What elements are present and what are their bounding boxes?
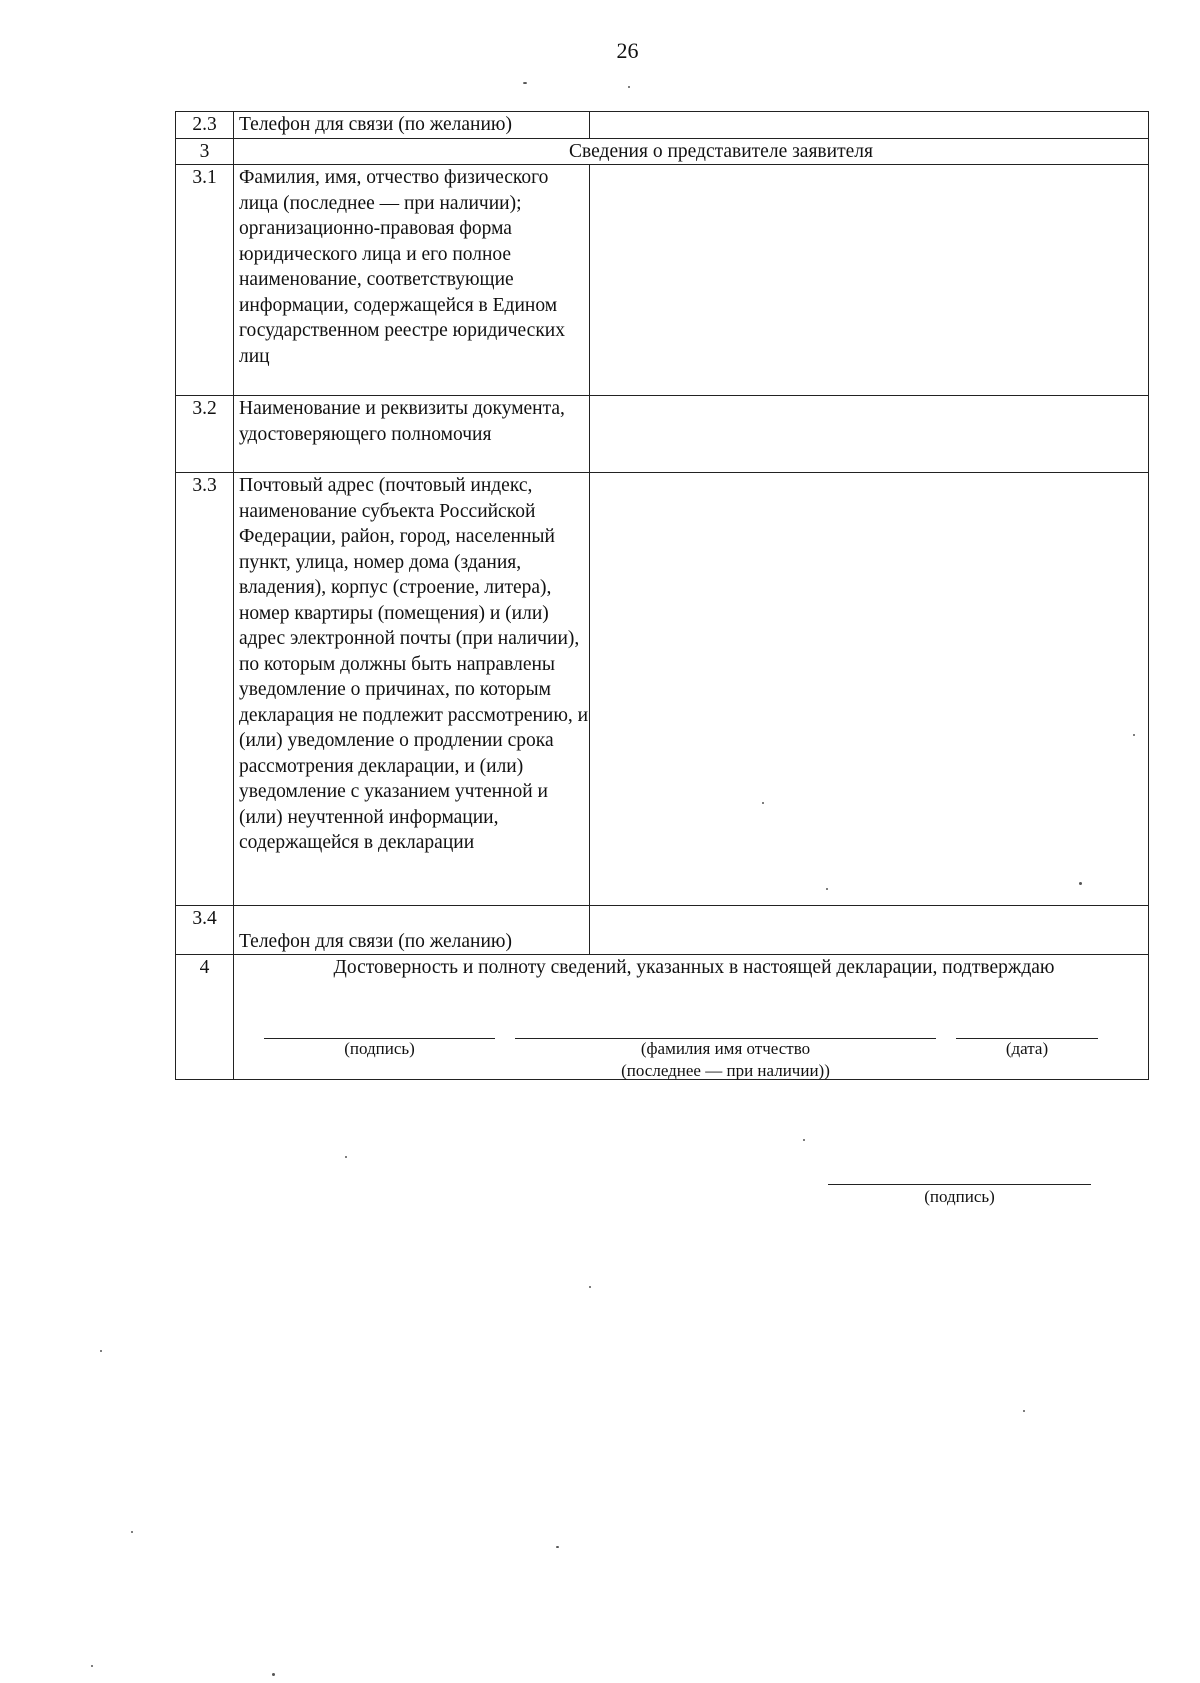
table-row-3-4	[176, 906, 1149, 955]
row-number: 4	[176, 955, 234, 1080]
representative-phone-label: Телефон для связи (по желанию)	[234, 906, 590, 955]
phone-label: Телефон для связи (по желанию)	[234, 112, 590, 139]
fio-caption-line-1: (фамилия имя отчество	[640, 1038, 811, 1058]
row-number: 3.1	[176, 165, 234, 396]
signature-block	[240, 981, 1148, 1080]
scan-speck	[131, 1531, 133, 1533]
postal-address-label: Почтовый адрес (почтовый индекс, наименование субъекта Российской Федерации, район, город, населенный пункт, улица, номер дома (здания, владения), корпус (строение, литера), номер квартиры (помещения) и (или) адрес электронной почты (при наличии), по которым должны быть направлены уведомление о причинах, по которым декларация не подлежит рассмотрению, и (или) уведомление о продлении срока рассмотрения декларации, и (или) уведомление с указанием учтенной и (или) неучтенной информации, содержащейся в декларации	[234, 473, 590, 906]
scan-speck	[589, 1286, 591, 1288]
bottom-signature-line[interactable]	[828, 1184, 1091, 1185]
section-number: 3	[176, 138, 234, 165]
confirmation-cell	[234, 955, 1149, 1080]
representative-name-field[interactable]	[590, 165, 1149, 396]
row-number: 3.2	[176, 396, 234, 473]
bottom-signature-caption: (подпись)	[924, 1187, 995, 1206]
authority-document-label: Наименование и реквизиты документа, удостоверяющего полномочия	[234, 396, 590, 473]
table-row-2-3	[176, 112, 1149, 139]
row-number: 3.4	[176, 906, 234, 955]
table-row-4	[176, 955, 1149, 1080]
scan-speck	[1079, 882, 1082, 885]
scan-speck	[1133, 734, 1135, 736]
table-row-3-3	[176, 473, 1149, 906]
declaration-form-table	[175, 111, 1149, 1080]
table-row-3	[176, 138, 1149, 165]
scan-speck	[826, 888, 828, 890]
scan-speck	[272, 1673, 275, 1676]
scan-speck	[556, 1546, 559, 1548]
scan-speck	[762, 802, 764, 804]
table-row-3-1	[176, 165, 1149, 396]
scan-speck	[91, 1665, 93, 1667]
scan-speck	[345, 1156, 347, 1158]
table-row-3-2	[176, 396, 1149, 473]
section-title: Сведения о представителе заявителя	[234, 138, 1149, 165]
phone-field[interactable]	[590, 112, 1149, 139]
scan-speck	[803, 1139, 805, 1141]
representative-phone-field[interactable]	[590, 906, 1149, 955]
fio-caption	[515, 1038, 936, 1082]
scan-speck	[100, 1350, 102, 1352]
scan-speck	[628, 86, 630, 88]
scan-speck	[523, 82, 527, 84]
row-number: 2.3	[176, 112, 234, 139]
postal-address-field[interactable]	[590, 473, 1149, 906]
representative-name-label: Фамилия, имя, отчество физического лица (последнее — при наличии); организационно-правовая форма юридического лица и его полное наименование, соответствующие информации, содержащейся в Едином государственном реестре юридических лиц	[234, 165, 590, 396]
authority-document-field[interactable]	[590, 396, 1149, 473]
signature-caption: (подпись)	[344, 1038, 415, 1058]
row-number: 3.3	[176, 473, 234, 906]
page-number: 26	[616, 38, 639, 63]
scan-speck	[1023, 1410, 1025, 1412]
fio-caption-line-2: (последнее — при наличии))	[621, 1060, 830, 1080]
date-caption: (дата)	[1005, 1038, 1049, 1058]
confirmation-text: Достоверность и полноту сведений, указанных в настоящей декларации, подтверждаю	[333, 957, 1055, 978]
